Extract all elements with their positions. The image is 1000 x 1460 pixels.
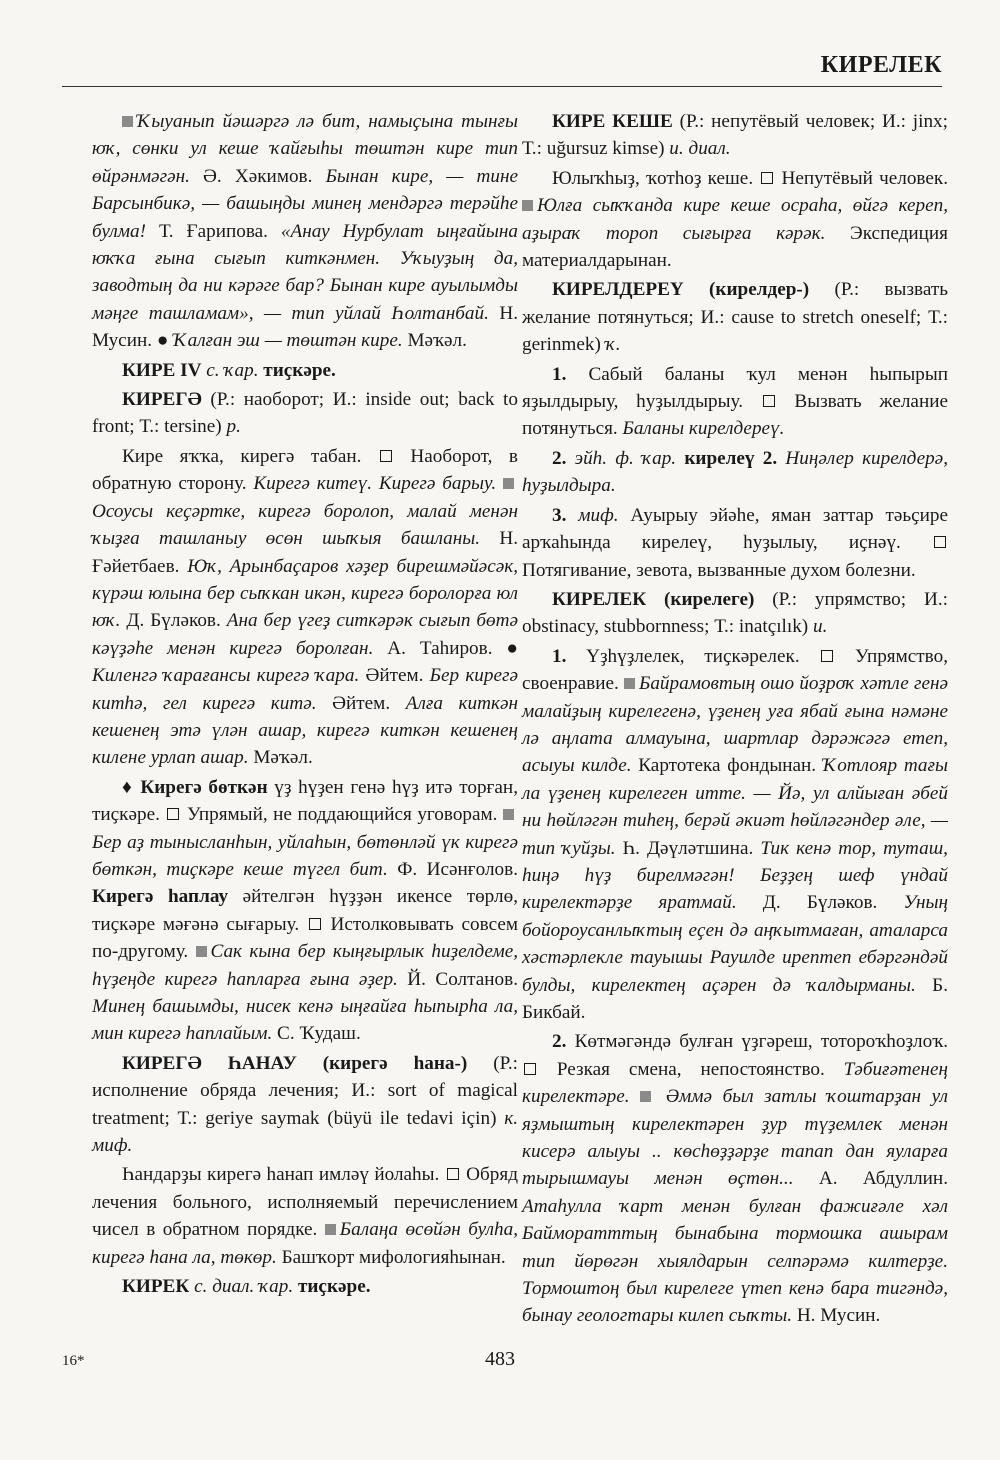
example-square-icon (624, 678, 635, 689)
translation-box-icon (524, 1063, 536, 1075)
entry-kirege-hanau: КИРЕГӘ ҺАНАУ (кирегә һана-) (Р.: исполнение обряда лечения; И.: sort of magical treatment; Т.: geriye saymak (büyü ile tedavi için) к. миф. (92, 1052, 518, 1157)
translation-box-icon (763, 395, 775, 407)
entry-kirege: КИРЕГӘ (Р.: наоборот; И.: inside out; back to front; Т.: tersine) р. (92, 389, 518, 438)
headword: КИРЕГӘ ҺАНАУ (кирегә һана-) (122, 1052, 468, 1074)
translation-box-icon (447, 1168, 459, 1180)
sense-paragraph: 1. Сабый баланы ҡул менән һыпырып яҙылдырыу, һуҙылдырыу. Вызвать желание потянуться. Баланы кирелдереү. (522, 363, 948, 440)
entry-paragraph: Ҡыуанып йәшәргә лә бит, намыҫына тынғы юҡ, сөнки ул кеше ҡайғыһы төштән кире тип өйрәнмәгән. Ә. Хәкимов. Бынан кире, — тине Барсынбикә, — башыңды минең мендәргә терәйһе булма! Т. Ғарипова. «Анау Нурбулат ыңғайына юҡҡа ғына сығып киткәнмен. Уҡыуҙың да, заводтың да ни кәрәге бар? Бынан кире ауылымды мәңге ташламам», — тип уйлай Һолтанбай. Н. Мусин. ● Ҡалған эш — төштән кире. Мәҡәл. (92, 111, 518, 352)
bullet-icon: ● (156, 330, 169, 352)
translation-box-icon (761, 172, 773, 184)
diamond-icon: ♦ (122, 776, 134, 798)
headword: КИРЕК (122, 1276, 190, 1298)
entry-paragraph: Һандарҙы кирегә һанап имләү йолаһы. Обряд лечения больного, исполняемый перечислением чисел в обратном порядке. Балаңа өсөйән булһа, кирегә һана ла, төкөр. Башҡорт мифологияһынан. (92, 1164, 518, 1268)
headword: КИРЕГӘ (122, 389, 202, 411)
headword: КИРЕ КЕШЕ (552, 111, 673, 132)
example-square-icon (196, 946, 207, 957)
example-square-icon (122, 116, 133, 127)
left-column (92, 108, 518, 1302)
example-square-icon (522, 200, 533, 211)
headword: КИРЕ IV (122, 359, 202, 381)
headword: КИРЕЛДЕРЕҮ (кирелдер-) (552, 279, 810, 301)
translation-box-icon (167, 808, 179, 820)
entry-paragraph: Кире яҡҡа, кирегә табан. Наоборот, в обратную сторону. Кирегә китеү. Кирегә барыу. Осоусы кеҫәртке, кирегә боролоп, малай менән ҡыҙға ташланыу өсөн шыҡыя башланы. Н. Ғәйетбаев. Юҡ, Арынбаҫаров хәҙер бирешмәйәсәк, күрәш юлына бер сыҡкан икән, кирегә боролорға юл юҡ. Д. Бүләков. Ана бер үгеҙ ситкәрәк сығып бөтә кәүҙәһе менән кирегә боролған. А. Таһиров. ● Киленгә ҡарағансы кирегә ҡара. Әйтем. Бер кирегә китһә, гел кирегә китә. Әйтем. Алға киткән кешенең этә үлән ашар, кирегә киткән кешенең килене урлап ашар. Мәҡәл. (92, 445, 519, 769)
example-square-icon (325, 1224, 336, 1235)
sense-paragraph: 2. Көтмәгәндә булған үҙгәреш, тотороҡһоҙлоҡ. Резкая смена, непостоянство. Тәбиғәтенең кирелектәре. Әммә был затлы ҡоштарҙан ул яҙмыштың кирелектәрен ҙур түҙемлек менән кисерә алыуы .. көсһөҙҙәрҙе тапап дан яуларға тырышмауы менән өҫтөн... А. Абдуллин. Атаһулла ҡарт менән булған фажиғәле хәл Байморатттың бынабына тормошка ашырам тип йөрөгән хыялдарын селпәрәмә килтерҙе. Тормоштоң был кирелеге үтеп кенә бара тигәндә, бынау геологтары килеп сыҡты. Н. Мусин. (522, 1031, 949, 1327)
bullet-icon: ● (506, 637, 518, 659)
entry-paragraph: Юлыҡһыҙ, ҡотһоҙ кеше. Непутёвый человек. Юлға сыҡҡанда кире кеше осраһа, өйгә кереп, аҙыраҡ тороп сығырға кәрәк. Экспедиция материалдарынан. (522, 167, 949, 272)
sense-paragraph: 3. миф. Ауырыу эйәһе, яман заттар тәьҫире арҡаһында кирелеү, һуҙылыу, иҫнәү. Потягивание, зевота, вызванные духом болезни. (522, 504, 948, 581)
entry-kire-iv: КИРЕ IV с. ҡар. тиҫкәре. (122, 359, 336, 381)
translation-box-icon (821, 650, 833, 662)
sense-paragraph: 2. эйһ. ф. ҡар. кирелеү 2. Ниңәлер кирелдерә, һуҙылдыра. (522, 447, 948, 497)
headword: КИРЕЛЕК (кирелеге) (552, 588, 755, 610)
sense-paragraph: 1. Үҙһүҙлелек, тиҫкәрелек. Упрямство, своенравие. Байрамовтың ошо йоҙроҡ хәтле генә малайҙың кирелегенә, үҙенең уға ябай ғына нәмәне лә аңлата алмауына, шартлар дәрәжәгә етеп, асыуы килде. Картотека фондынан. Ҡотлояр тағы ла үҙенең кирелеген итте. — Йә, ул алйыған әбей ни һөйләгән тиһең, берәй әкиәт һөйләгәндер әле, — тип ҡуйҙы. Һ. Дәүләтшина. Тик кенә тор, туташ, һиңә һүҙ бирелмәгән! Беҙҙең шеф үндай кирелектәрҙе яратмай. Д. Бүләков. Уның бойороусанлыҡтың еҫен дә аңҡытмаған, аталарса хәстәрлекле тауышы Рауилде ирептеп ебәргәндәй булды, кирелектең аҫәрен дә ҡалдырманы. Б. Бикбай. (522, 645, 949, 1023)
running-head: КИРЕЛЕК (820, 52, 942, 78)
entry-kirelek: КИРЕЛЕК (кирелеге) (Р.: упрямство; И.: obstinacy, stubbornness; Т.: inatçılık) и. (522, 588, 948, 638)
example-square-icon (503, 478, 514, 489)
header-rule (62, 86, 942, 87)
entry-paragraph: ♦ Кирегә бөткән үҙ һүҙен генә һүҙ итә торған, тиҫкәре. Упрямый, не поддающийся уговорам. Бер аҙ тынысланһын, уйлаһын, бөтөнләй үк кирегә бөткән, тиҫкәре кеше түгел бит. Ф. Исәнғолов. Кирегә һаплау әйтелгән һүҙҙән икенсе төрлө, тиҫкәре мәғәнә сығарыу. Истолковывать совсем по-другому. Сак кына бер кыңғырлык һиҙелдеме, һүҙеңде кирегә һапларға ғына әҙер. Й. Солтанов. Минең башымды, нисек кенә ыңғайға һыпырһа ла, мин кирегә һаплайым. С. Ҡудаш. (92, 776, 519, 1045)
right-column (522, 108, 948, 1332)
example-square-icon (503, 809, 514, 820)
translation-box-icon (309, 918, 321, 930)
entry-kire-keshe: КИРЕ КЕШЕ (Р.: непутёвый человек; И.: jinx; Т.: uğursuz kimse) и. диал. (522, 111, 948, 160)
signature-mark: 16* (62, 1353, 85, 1369)
example-square-icon (640, 1091, 651, 1102)
page-number: 483 (485, 1348, 515, 1370)
translation-box-icon (934, 536, 946, 548)
translation-box-icon (380, 450, 392, 462)
entry-kireldereu: КИРЕЛДЕРЕҮ (кирелдер-) (Р.: вызвать желание потянуться; И.: cause to stretch oneself; Т.: gerinmek) ҡ. (522, 279, 948, 356)
entry-kirek: КИРЕК с. диал. ҡар. тиҫкәре. (122, 1276, 371, 1298)
